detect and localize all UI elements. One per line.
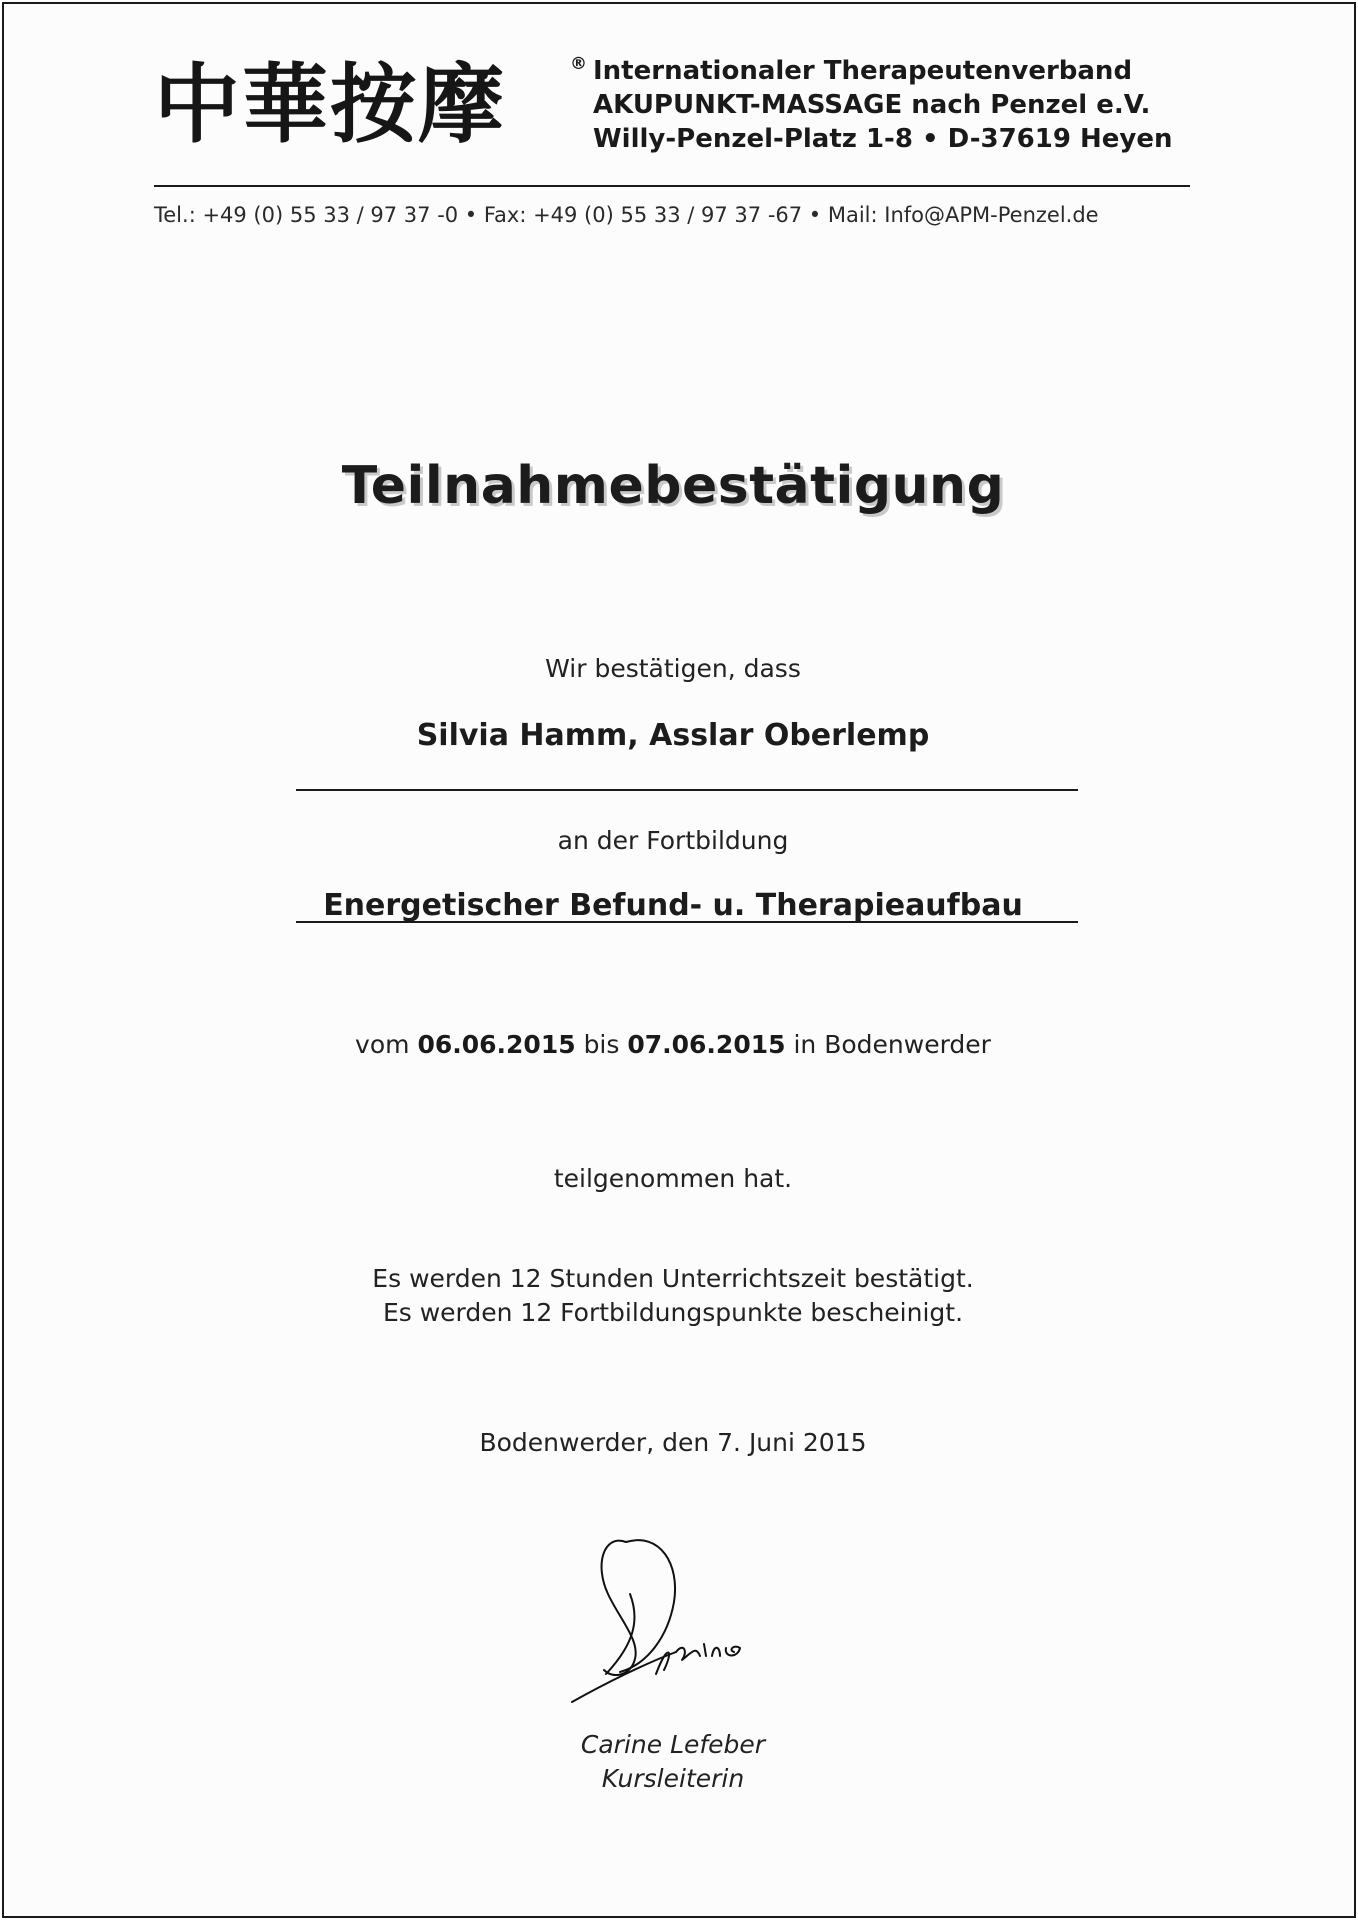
date-from: 06.06.2015 (417, 1030, 576, 1059)
course-title: Energetischer Befund- u. Therapieaufbau (323, 888, 1023, 923)
document-title: Teilnahmebestätigung (341, 456, 1005, 516)
header-divider (154, 185, 1190, 187)
org-name-line: Internationaler Therapeutenverband (593, 56, 1133, 86)
date-prefix: vom (355, 1030, 410, 1059)
signer-block (4, 1728, 1342, 1796)
org-subtitle-line: AKUPUNKT-MASSAGE nach Penzel e.V. (593, 90, 1151, 120)
date-suffix: in Bodenwerder (793, 1030, 991, 1059)
closing-text: teilgenommen hat. (553, 1164, 793, 1193)
certificate-page (2, 2, 1356, 1918)
credits-block (4, 1262, 1342, 1330)
signer-name: Carine Lefeber (580, 1730, 766, 1759)
handwritten-signature (564, 1524, 784, 1704)
hours-line: Es werden 12 Stunden Unterrichtszeit bestätigt. (372, 1264, 974, 1293)
course-dates (4, 1030, 1342, 1059)
organization-block (593, 54, 1173, 156)
participant-name: Silvia Hamm, Asslar Oberlemp (416, 718, 930, 753)
points-line: Es werden 12 Fortbildungspunkte bescheinigt. (382, 1298, 964, 1327)
org-address-line: Willy-Penzel-Platz 1-8 • D-37619 Heyen (593, 124, 1173, 154)
registered-mark: ® (570, 54, 587, 74)
intro-text: Wir bestätigen, dass (545, 654, 801, 683)
signer-role: Kursleiterin (601, 1764, 745, 1793)
course-underline (296, 921, 1078, 923)
date-mid: bis (583, 1030, 620, 1059)
chinese-logo: 中華按摩 (154, 54, 506, 155)
place-and-date: Bodenwerder, den 7. Juni 2015 (479, 1428, 867, 1457)
participant-underline (296, 789, 1078, 791)
contact-line: Tel.: +49 (0) 55 33 / 97 37 -0 • Fax: +49 (0) 55 33 / 97 37 -67 • Mail: Info@APM-Penzel.de (154, 203, 1099, 227)
course-intro-text: an der Fortbildung (557, 826, 789, 855)
date-to: 07.06.2015 (627, 1030, 786, 1059)
